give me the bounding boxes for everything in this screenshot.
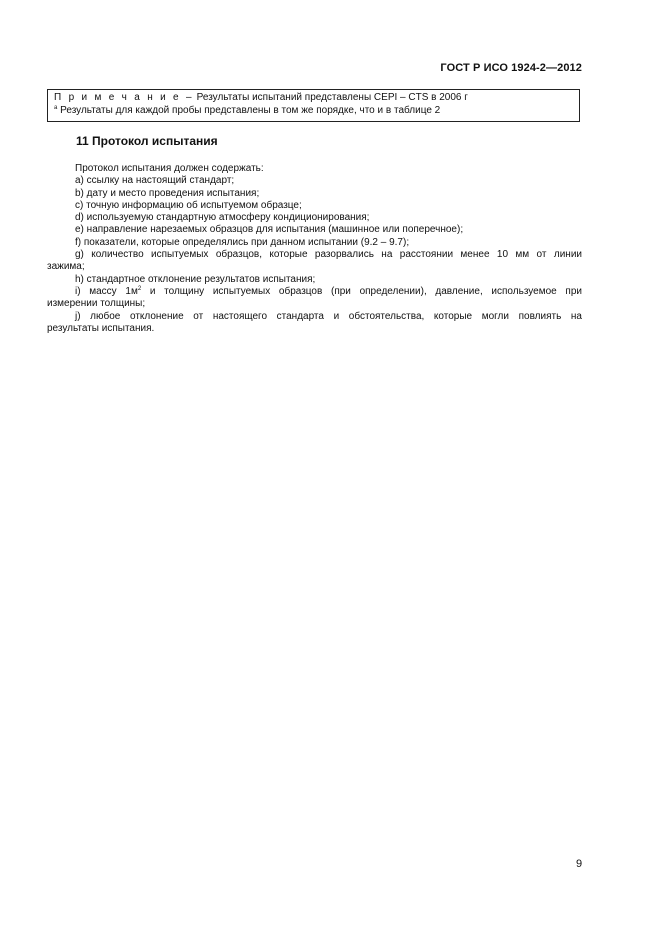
list-item-a: a) ссылку на настоящий стандарт; <box>75 175 235 187</box>
list-item-i-part1: i) массу 1м <box>75 285 138 297</box>
list-item-i-part2: и толщину испытуемых образцов (при определении), давление, используемое при <box>141 285 582 297</box>
list-item-f: f) показатели, которые определялись при данном испытании (9.2 – 9.7); <box>75 236 410 248</box>
list-item-g-line2: зажима; <box>47 261 85 273</box>
list-item-j-line1: j) любое отклонение от настоящего стандарта и обстоятельства, которые могли повлиять на <box>75 310 582 322</box>
superscript-2: 2 <box>137 285 142 292</box>
list-item-b: b) дату и место проведения испытания; <box>75 187 260 199</box>
footnote-text: Результаты для каждой пробы представлены в том же порядке, что и в таблице 2 <box>57 105 441 116</box>
footnote-mark: a <box>54 105 58 111</box>
note-text: Результаты испытаний представлены CEPI – CTS в 2006 г <box>193 92 468 103</box>
section-body <box>47 163 582 335</box>
document-code-header: ГОСТ Р ИСО 1924-2—2012 <box>440 62 582 74</box>
list-item-j-line2: результаты испытания. <box>47 322 155 334</box>
list-item-d: d) используемую стандартную атмосферу кондиционирования; <box>75 212 370 224</box>
list-item-c: c) точную информацию об испытуемом образце; <box>75 199 302 211</box>
list-item-i-line1 <box>47 286 582 298</box>
note-label: П р и м е ч а н и е – <box>54 92 194 103</box>
list-item-h: h) стандартное отклонение результатов испытания; <box>75 273 316 285</box>
page-number: 9 <box>576 858 583 870</box>
list-item-e: e) направление нарезаемых образцов для испытания (машинное или поперечное); <box>75 224 464 236</box>
note-line <box>54 91 579 104</box>
list-item-i-line2: измерении толщины; <box>47 298 146 310</box>
list-item-g-line1: g) количество испытуемых образцов, которые разорвались на расстоянии менее 10 мм от линии <box>75 249 582 261</box>
table-note-box <box>47 89 580 122</box>
footnote-line <box>54 104 579 117</box>
section-intro: Протокол испытания должен содержать: <box>75 163 264 174</box>
section-title: 11 Протокол испытания <box>76 134 218 148</box>
